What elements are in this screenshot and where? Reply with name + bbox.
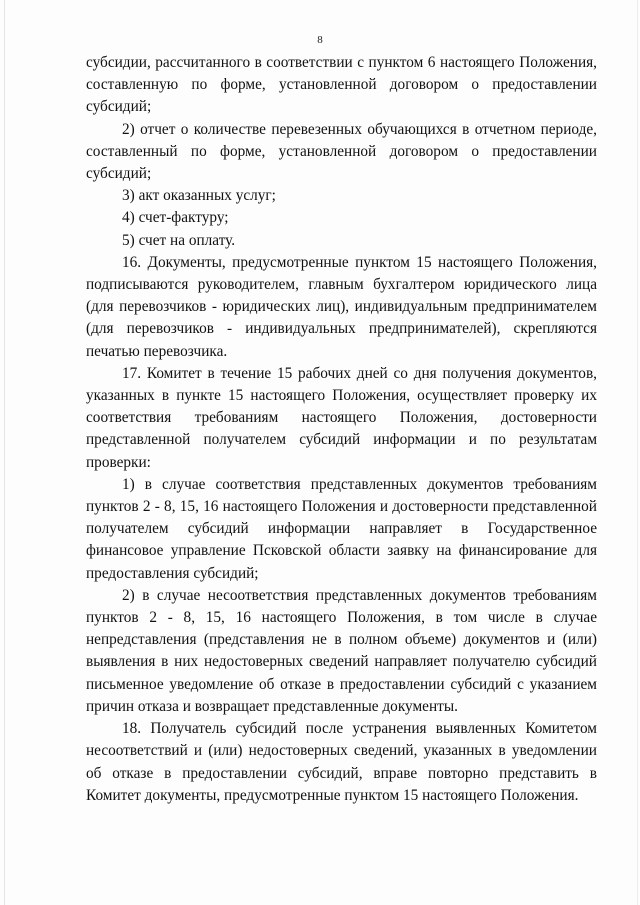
page-number: 8	[317, 34, 323, 46]
paragraph-continuation: субсидии, рассчитанного в соответствии с пунктом 6 настоящего Положения, составленную по форме, установленной договором о предоставлении субсидий;	[86, 54, 597, 116]
document-body	[86, 52, 597, 807]
clause-17-item-2: 2) в случае несоответствия представленных документов требованиям пунктов 2 - 8, 15, 16 настоящего Положения, в том числе в случае непредставления (представления не в полном объеме) документов и (или) выявления в них недостоверных сведений направляет получателю субсидий письменное уведомление об отказе в предоставлении субсидий с указанием причин отказа и возвращает представленные документы.	[86, 586, 597, 715]
clause-17: 17. Комитет в течение 15 рабочих дней со дня получения документов, указанных в пункте 15 настоящего Положения, осуществляет проверку их соответствия требованиям настоящего Положения, достоверности представленной получателем субсидий информации и по результатам проверки:	[86, 364, 597, 471]
clause-18: 18. Получатель субсидий после устранения выявленных Комитетом несоответствий и (или) недостоверных сведений, указанных в уведомлении об отказе в предоставлении субсидий, вправе повторно представить в Комитет документы, предусмотренные пунктом 15 настоящего Положения.	[86, 720, 597, 804]
list-item-4: 4) счет-фактуру;	[122, 209, 229, 227]
scan-edge-right	[637, 0, 638, 905]
clause-17-item-1: 1) в случае соответствия представленных документов требованиям пунктов 2 - 8, 15, 16 настоящего Положения и достоверности представленной получателем субсидий информации направляет в Государственное финансовое управление Псковской области заявку на финансирование для предоставления субсидий;	[86, 475, 597, 582]
list-item-2: 2) отчет о количестве перевезенных обучающихся в отчетном периоде, составленный по форме, установленной договором о предоставлении субсидий;	[86, 120, 597, 183]
list-item-3: 3) акт оказанных услуг;	[122, 187, 276, 205]
list-item-5: 5) счет на оплату.	[122, 231, 236, 249]
scan-edge-left	[4, 0, 5, 905]
clause-16: 16. Документы, предусмотренные пунктом 15 настоящего Положения, подписываются руководителем, главным бухгалтером юридического лица (для перевозчиков - юридических лиц), индивидуальным предпринимателем (для перевозчиков - индивидуальных предпринимателей), скрепляются печатью перевозчика.	[86, 253, 597, 360]
